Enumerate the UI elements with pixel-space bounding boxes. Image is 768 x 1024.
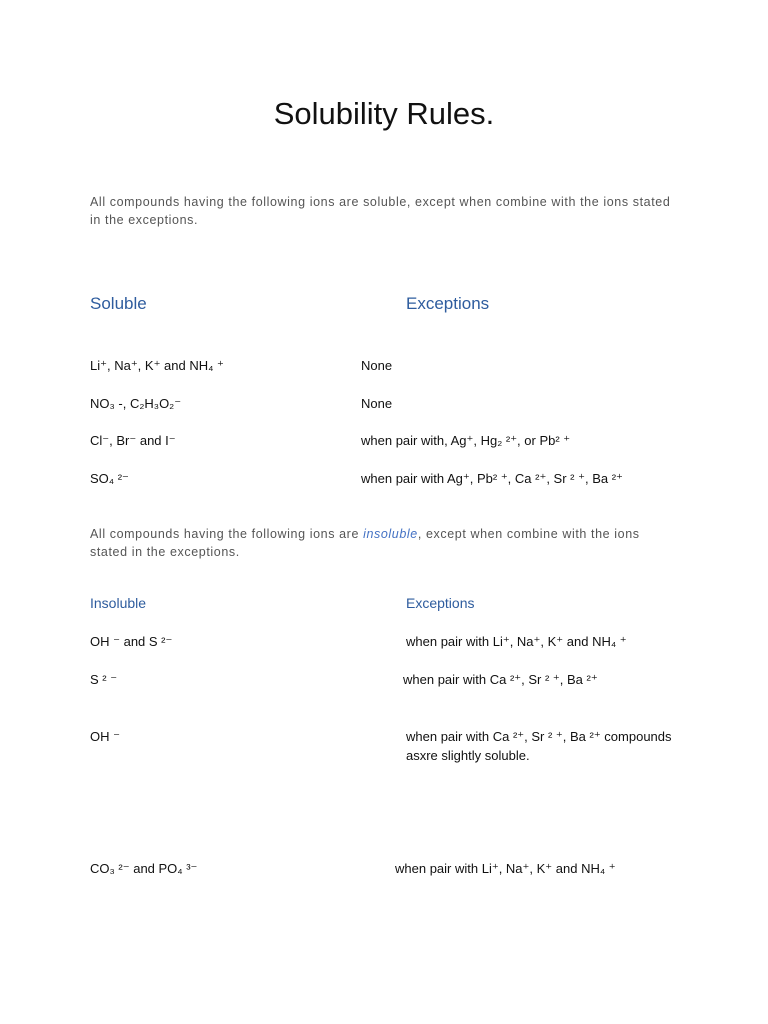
intro-soluble-paragraph: All compounds having the following ions are soluble, except when combine with the ions stated in the exceptions. — [90, 195, 671, 227]
intro-insoluble-text-before: All compounds having the following ions are — [90, 527, 364, 541]
intro-insoluble-paragraph — [90, 525, 680, 561]
soluble-exception-cell: None — [361, 396, 393, 411]
insoluble-ion-cell: CO₃ ²⁻ and PO₄ ³⁻ — [90, 861, 198, 876]
page-title: Solubility Rules. — [273, 96, 495, 131]
soluble-exception-cell: None — [361, 358, 393, 373]
insoluble-exception-cell: when pair with Ca ²⁺, Sr ² ⁺, Ba ²⁺ compounds asxre slightly soluble. — [406, 729, 672, 763]
soluble-ion-cell: NO₃ -, C₂H₃O₂⁻ — [90, 396, 182, 411]
insoluble-ion-cell: OH ⁻ — [90, 729, 120, 744]
soluble-column-heading: Soluble — [90, 294, 147, 313]
intro-insoluble-text-after: , except when combine with the ions stated in the exceptions. — [90, 527, 640, 559]
insoluble-exception-cell: when pair with Ca ²⁺, Sr ² ⁺, Ba ²⁺ — [403, 672, 598, 687]
insoluble-emphasis: insoluble — [363, 527, 418, 541]
insoluble-exception-cell: when pair with Li⁺, Na⁺, K⁺ and NH₄ ⁺ — [406, 634, 627, 649]
insoluble-ion-cell: S ² ⁻ — [90, 672, 118, 687]
soluble-ion-cell: Li⁺, Na⁺, K⁺ and NH₄ ⁺ — [90, 358, 224, 373]
soluble-exception-cell: when pair with Ag⁺, Pb² ⁺, Ca ²⁺, Sr ² ⁺, Ba ²⁺ — [361, 471, 623, 486]
insoluble-column-heading: Insoluble — [90, 595, 147, 611]
soluble-ion-cell: SO₄ ²⁻ — [90, 471, 129, 486]
insoluble-ion-cell: OH ⁻ and S ²⁻ — [90, 634, 173, 649]
insoluble-exception-cell: when pair with Li⁺, Na⁺, K⁺ and NH₄ ⁺ — [395, 861, 616, 876]
soluble-ion-cell: Cl⁻, Br⁻ and I⁻ — [90, 433, 176, 448]
soluble-exception-cell: when pair with, Ag⁺, Hg₂ ²⁺, or Pb² ⁺ — [361, 433, 571, 448]
exceptions-column-heading: Exceptions — [406, 294, 490, 313]
insoluble-exceptions-column-heading: Exceptions — [406, 595, 475, 611]
